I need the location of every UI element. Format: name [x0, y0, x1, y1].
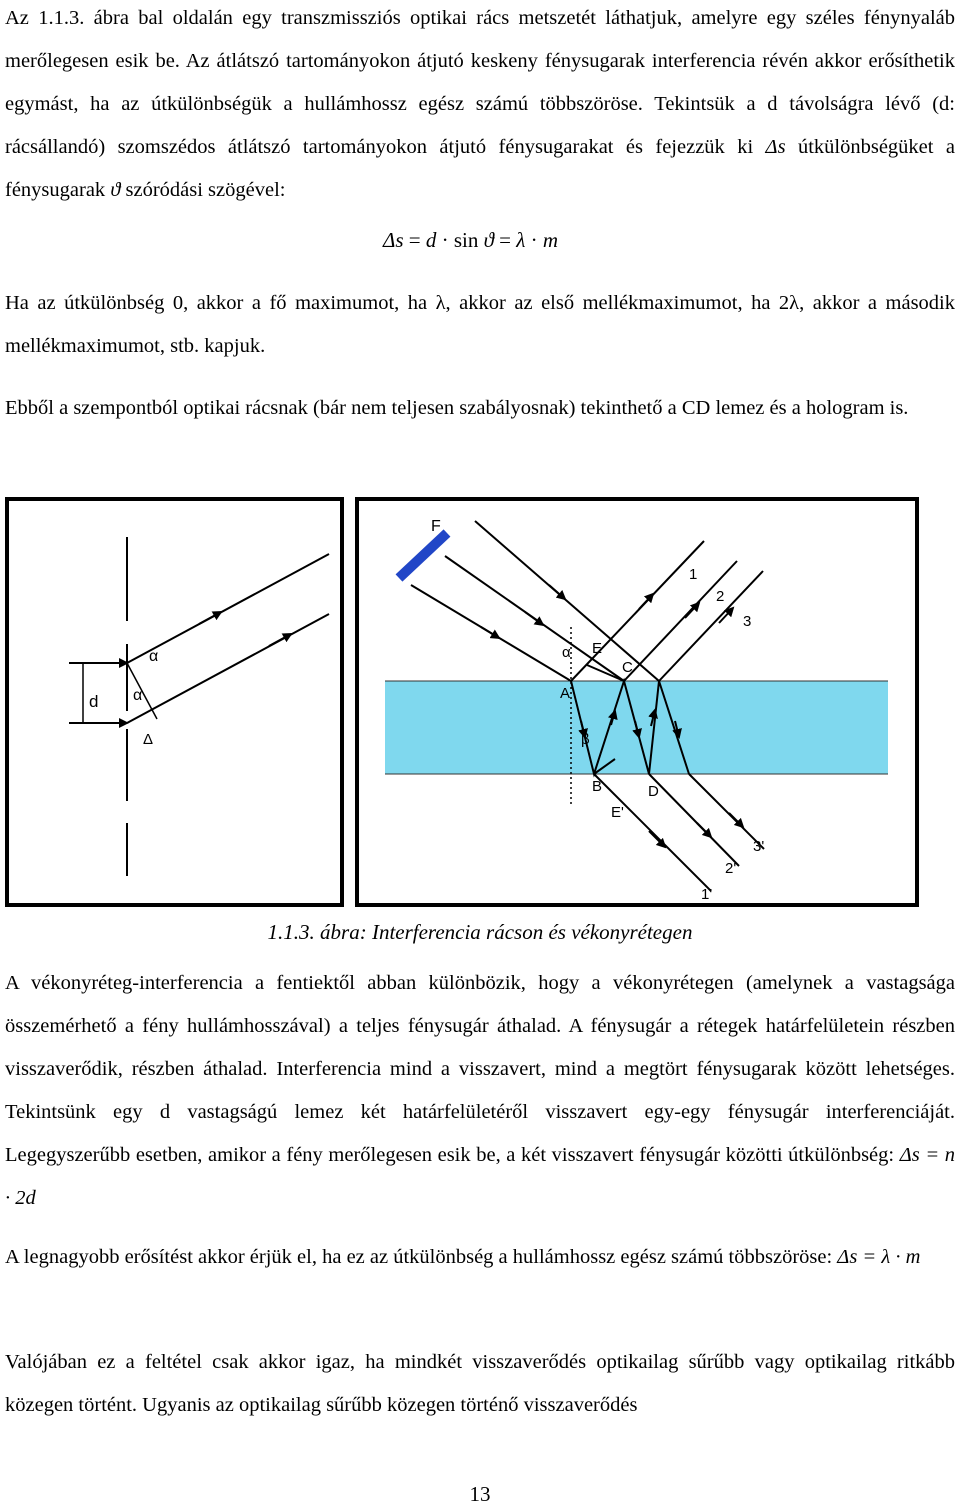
- label-3-prime: 3': [753, 838, 765, 855]
- max-condition-equation: Δs = λ · m: [837, 1246, 921, 1268]
- paragraph-reflection: Valójában ez a feltétel csak akkor igaz, ha mindkét visszaverődés optikailag sűrűbb vagy optikailag ritkább közegen történt. Ugyanis az optikailag sűrűbb közegen történő visszaverődés: [5, 1351, 955, 1416]
- grating-diagram: [9, 501, 340, 903]
- paragraph-max-condition: A legnagyobb erősítést akkor érjük el, ha ez az útkülönbség a hullámhossz egész számú többszöröse: Δs = λ · m: [5, 1246, 921, 1268]
- label-1: 1: [689, 566, 698, 583]
- d-label: d: [89, 692, 99, 711]
- alpha-label: α: [149, 648, 159, 665]
- delta-label: Δ: [143, 731, 154, 748]
- thin-film-equation: Δs = n · 2d: [5, 1144, 956, 1209]
- theta-symbol: ϑ: [110, 179, 121, 201]
- thin-film-diagram: [359, 501, 915, 903]
- label-E-prime: E': [611, 804, 624, 821]
- paragraph-maxima: Ha az útkülönbség 0, akkor a fő maximumot, ha λ, akkor az első mellékmaximumot, ha 2λ, akkor a második mellékmaximumot, stb. kapjuk.: [5, 292, 955, 357]
- label-E: E: [592, 640, 603, 657]
- label-2-prime: 2': [725, 860, 737, 877]
- label-A: A: [560, 685, 571, 702]
- diffracted-ray: [127, 614, 329, 723]
- figure-thin-film: [355, 497, 919, 907]
- label-F: F: [431, 518, 441, 535]
- paragraph-text: Az 1.1.3. ábra bal oldalán egy transzmissziós optikai rács metszetét láthatjuk, amelyre egy széles fénynyaláb merőlegesen esik be. Az átlátszó tartományokon átjutó keskeny fénysugarak interferencia révén akkor erősíthetik egymást, ha az útkülönbségük a hullámhossz egész számú többszöröse. Tekintsük a d távolságra lévő (d: rácsállandó) szomszédos átlátszó tartományokon átjutó fénysugarakat és fejezzük ki: [5, 7, 955, 158]
- label-B: B: [592, 778, 603, 795]
- paragraph-thin-film: A vékonyréteg-interferencia a fentiektől abban különbözik, hogy a vékonyrétegen (amelynek a vastagsága összemérhető a fény hullámhosszával) a teljes fénysugár áthalad. A fénysugár a rétegek határfelületein részben visszaverődik, részben áthalad. Interferencia mind a visszavert, mind a megtört fénysugarak között lehetséges. Tekintsünk egy d vastagságú lemez két határfelületéről visszavert egy-egy fénysugár interferenciáját. Legegyszerűbb esetben, amikor a fény merőlegesen esik be, a két visszavert fénysugár közötti útkülönbség: Δs = n · 2d: [5, 972, 956, 1209]
- page-number: 13: [469, 1482, 491, 1506]
- paragraph-grating-intro: [5, 0, 955, 212]
- label-alpha: α: [562, 644, 571, 661]
- label-3: 3: [743, 613, 752, 630]
- figure-grating: [5, 497, 344, 907]
- diffracted-ray: [127, 554, 329, 663]
- paragraph-cd-hologram: Ebből a szempontból optikai rácsnak (bár nem teljesen szabályosnak) tekinthető a CD lemez és a hologram is.: [5, 397, 909, 419]
- label-1-prime: 1': [701, 886, 713, 903]
- label-D: D: [648, 783, 659, 800]
- label-C: C: [622, 659, 633, 676]
- grating-equation: Δs = d · sin ϑ = λ · m: [383, 228, 559, 252]
- alpha-label: α: [133, 687, 143, 704]
- delta-s-symbol: Δs: [765, 136, 786, 158]
- light-source: [399, 533, 447, 578]
- paragraph-text: szóródási szögével:: [125, 179, 286, 201]
- label-beta: β: [581, 731, 590, 748]
- figure-caption: 1.1.3. ábra: Interferencia rácson és vékonyrétegen: [267, 920, 693, 944]
- label-2: 2: [716, 588, 725, 605]
- paragraph-text: útkülönbségüket a fénysugarak: [5, 136, 955, 201]
